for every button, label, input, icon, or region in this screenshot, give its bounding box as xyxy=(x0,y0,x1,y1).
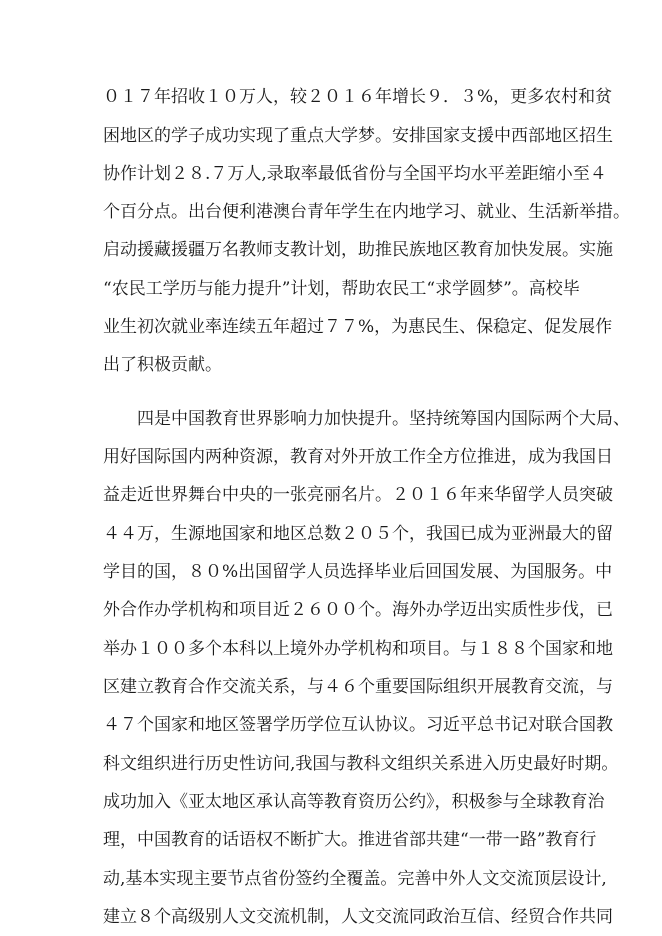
paragraph-1-line-6: “农民工学历与能力提升”计划，帮助农民工“求学圆梦”。高校毕 xyxy=(103,279,580,299)
paragraph-2-line-5: 学目的国，８０%出国留学人员选择毕业后回国发展、为国服务。中 xyxy=(103,562,613,582)
paragraph-1-line-2: 困地区的学子成功实现了重点大学梦。安排国家支援中西部地区招生 xyxy=(103,126,613,146)
paragraph-2-line-14: 建立８个高级别人文交流机制，人文交流同政治互信、经贸合作共同 xyxy=(103,907,613,927)
paragraph-2-line-12: 理，中国教育的话语权不断扩大。推进省部共建“一带一路”教育行 xyxy=(103,830,597,850)
paragraph-2-line-11: 成功加入《亚太地区承认高等教育资历公约》，积极参与全球教育治 xyxy=(103,792,605,812)
paragraph-1-line-4: 个百分点。出台便利港澳台青年学生在内地学习、就业、生活新举措。 xyxy=(103,202,630,222)
paragraph-1-line-7: 业生初次就业率连续五年超过７７%，为惠民生、保稳定、促发展作 xyxy=(103,317,613,337)
paragraph-1-line-1: ０１７年招收１０万人，较２０１６年增长９．３%，更多农村和贫 xyxy=(103,87,613,107)
paragraph-2-line-2: 用好国际国内两种资源，教育对外开放工作全方位推进，成为我国日 xyxy=(103,447,613,467)
paragraph-1-line-8: 出了积极贡献。 xyxy=(103,355,222,375)
paragraph-1-line-3: 协作计划２８.７万人,录取率最低省份与全国平均水平差距缩小至４ xyxy=(103,164,607,184)
paragraph-2-line-10: 科文组织进行历史性访问,我国与教科文组织关系进入历史最好时期。 xyxy=(103,754,619,774)
paragraph-2-line-13: 动,基本实现主要节点省份签约全覆盖。完善中外人文交流顶层设计, xyxy=(103,869,607,889)
paragraph-2-line-7: 举办１００多个本科以上境外办学机构和项目。与１８８个国家和地 xyxy=(103,639,613,659)
paragraph-2-line-6: 外合作办学机构和项目近２６００个。海外办学迈出实质性步伐，已 xyxy=(103,600,613,620)
paragraph-2-line-3: 益走近世界舞台中央的一张亮丽名片。２０１６年来华留学人员突破 xyxy=(103,485,613,505)
paragraph-2-line-4: ４４万，生源地国家和地区总数２０５个，我国已成为亚洲最大的留 xyxy=(103,524,613,544)
paragraph-2-line-1: 四是中国教育世界影响力加快提升。坚持统筹国内国际两个大局、 xyxy=(137,409,630,429)
paragraph-2-line-9: ４７个国家和地区签署学历学位互认协议。习近平总书记对联合国教 xyxy=(103,715,613,735)
paragraph-2-line-8: 区建立教育合作交流关系，与４６个重要国际组织开展教育交流，与 xyxy=(103,677,613,697)
paragraph-1-line-5: 启动援藏援疆万名教师支教计划，助推民族地区教育加快发展。实施 xyxy=(103,240,613,260)
